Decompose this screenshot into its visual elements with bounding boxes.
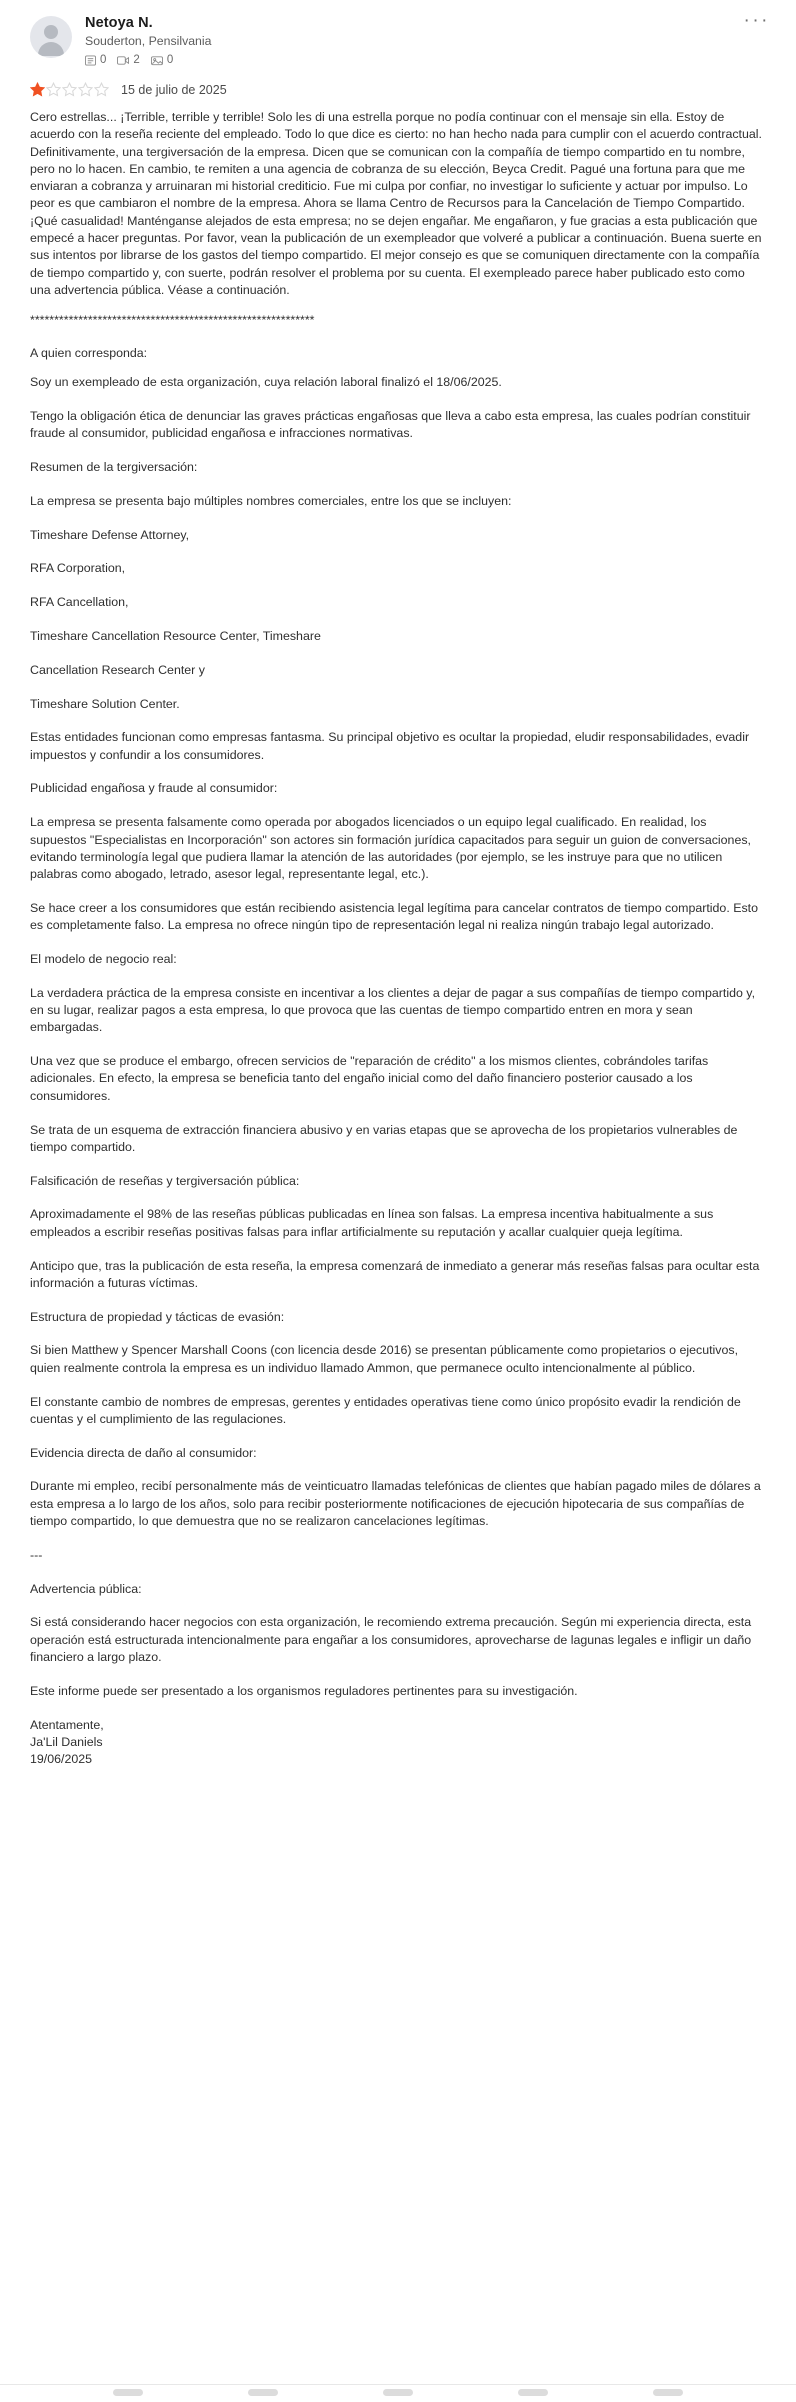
- review-paragraph: La empresa se presenta bajo múltiples nombres comerciales, entre los que se incluyen:: [30, 493, 512, 508]
- reviewer-location: Souderton, Pensilvania: [85, 34, 212, 48]
- stat-photos: [151, 54, 173, 66]
- review-paragraph: Si está considerando hacer negocios con esta organización, le recomiendo extrema precaución. Según mi experiencia directa, esta operación está estructurada intencionalmente para engañar a los consumidores, aprovecharse de lagunas legales e infligir un daño financiero a largo plazo.: [30, 1615, 752, 1665]
- reviewer-stats: [85, 54, 211, 66]
- video-icon: [117, 55, 129, 66]
- review-paragraph: Este informe puede ser presentado a los organismos reguladores pertinentes para su investigación.: [30, 1683, 578, 1698]
- stat-reviews-count: 0: [100, 54, 107, 66]
- review-paragraph: El modelo de negocio real:: [30, 952, 177, 966]
- review-paragraph: RFA Corporation,: [30, 561, 126, 576]
- nav-pill[interactable]: [653, 2389, 683, 2396]
- star-rating: [30, 82, 109, 97]
- review-paragraph: Falsificación de reseñas y tergiversación pública:: [30, 1173, 300, 1188]
- review-paragraph: ---: [30, 1547, 43, 1562]
- avatar-body-shape: [38, 42, 64, 56]
- avatar-head-shape: [44, 25, 58, 39]
- nav-pill[interactable]: [248, 2389, 278, 2396]
- star-5-empty-icon[interactable]: [94, 82, 109, 97]
- review-paragraph: Timeshare Solution Center.: [30, 696, 180, 711]
- review-paragraph: Durante mi empleo, recibí personalmente más de veinticuatro llamadas telefónicas de clientes que habían pagado miles de dólares a esta empresa a lo largo de los años, solo para recibir posteriormente notificaciones de ejecución hipotecaria de sus compañías de tiempo compartido, lo que demuestra que no se realizaron cancelaciones legítimas.: [30, 1479, 761, 1529]
- reviewer-name[interactable]: Netoya N.: [85, 15, 153, 31]
- signature-date: 19/06/2025: [30, 1752, 93, 1767]
- stat-reviews: [85, 54, 106, 66]
- review-paragraph: Una vez que se produce el embargo, ofrecen servicios de "reparación de crédito" a los mismos clientes, cobrándoles tarifas adicionales. En efecto, la empresa se beneficia tanto del engaño inicial como del daño financiero posterior causado a los consumidores.: [30, 1054, 709, 1103]
- review-paragraph: Evidencia directa de daño al consumidor:: [30, 1445, 257, 1460]
- review-paragraph: Soy un exempleado de esta organización, cuya relación laboral finalizó el 18/06/2025.: [30, 375, 502, 390]
- review-paragraph: Se hace creer a los consumidores que están recibiendo asistencia legal legítima para cancelar contratos de tiempo compartido. Esto es completamente falso. La empresa no ofrece ningún tipo de representación legal ni realiza ningún trabajo legal autorizado.: [30, 900, 759, 933]
- review-paragraph: La empresa se presenta falsamente como operada por abogados licenciados o un equipo legal cualificado. En realidad, los supuestos "Especialistas en Incorporación" son actores sin formación jurídica capacitados para seguir un guion de conversaciones, evitando terminología legal que pudiera llamar la atención de las autoridades (por ejemplo, se les instruye para que no utilicen palabras como abogado, letrado, asesor legal, representante legal, etc.).: [30, 815, 751, 882]
- review-paragraph: Cancellation Research Center y: [30, 662, 205, 677]
- stat-photos-count: 0: [166, 54, 174, 66]
- review-paragraph: Aproximadamente el 98% de las reseñas públicas publicadas en línea son falsas. La empresa incentiva habitualmente a sus empleados a escribir reseñas positivas falsas para inflar artificialmente su reputación y acallar cualquier queja legítima.: [30, 1207, 714, 1239]
- review-paragraph: Advertencia pública:: [30, 1581, 142, 1596]
- photo-icon: [151, 55, 163, 66]
- bottom-nav-bar: [0, 2384, 796, 2402]
- signature-name: Ja'Lil Daniels: [30, 1734, 103, 1749]
- star-1-filled-icon[interactable]: [30, 82, 45, 97]
- nav-pill[interactable]: [518, 2389, 548, 2396]
- review-paragraph: Si bien Matthew y Spencer Marshall Coons (con licencia desde 2016) se presentan públicamente como propietarios o ejecutivos, quien realmente controla la empresa es un individuo llamado Ammon, que permanece oculto intencionalmente al público.: [30, 1343, 739, 1375]
- review-paragraph: La verdadera práctica de la empresa consiste en incentivar a los clientes a dejar de pagar a sus compañías de tiempo compartido y, en su lugar, realizar pagos a esta empresa, lo que provoca que las cuentas de tiempo compartido entren en mora y sean embargadas.: [30, 985, 756, 1035]
- review-paragraph: Tengo la obligación ética de denunciar las graves prácticas engañosas que lleva a cabo esta empresa, las cuales podrían constituir fraude al consumidor, publicidad engañosa e infracciones normativas.: [30, 408, 751, 441]
- rating-row: [0, 66, 796, 97]
- review-paragraph: Timeshare Cancellation Resource Center, Timeshare: [30, 628, 321, 643]
- list-icon: [85, 55, 96, 66]
- review-paragraph: Resumen de la tergiversación:: [30, 459, 198, 474]
- review-paragraph: A quien corresponda:: [30, 345, 148, 360]
- avatar: [30, 16, 72, 58]
- review-date: 15 de julio de 2025: [121, 82, 227, 97]
- review-paragraph: El constante cambio de nombres de empresas, gerentes y entidades operativas tiene como único propósito evadir la rendición de cuentas y el cumplimiento de las regulaciones.: [30, 1394, 741, 1426]
- review-paragraph: RFA Cancellation,: [30, 595, 129, 610]
- reviewer-info: [85, 14, 211, 66]
- signature-block: [30, 1717, 766, 1769]
- review-header: [0, 0, 796, 66]
- review-paragraph: Cero estrellas... ¡Terrible, terrible y terrible! Solo les di una estrella porque no podía continuar con el mensaje sin ella. Estoy de acuerdo con la reseña reciente del empleado. Todo lo que dice es cierto: no han hecho nada para cumplir con el acuerdo contractual. Definitivamente, una tergiversación de la empresa. Dicen que se comunican con la compañía de tiempo compartido en tu nombre, pero no lo hacen. En cambio, te remiten a una agencia de cobranza de su elección, Beyca Credit. Pagué una fortuna para que me enviaran a cobranza y arruinaran mi historial crediticio. Fue mi culpa por confiar, no investigar lo suficiente y actuar por impulso. Lo peor es que cambiaron el nombre de la empresa. Ahora se llama Centro de Recursos para la Cancelación de Tiempo Compartido. ¡Qué casualidad! Manténganse alejados de esta empresa; no se dejen engañar. Me engañaron, y fue gracias a esta publicación que empecé a hacer preguntas. Por favor, vean la publicación de un exempleador que volveré a publicar a continuación. Buena suerte en sus intentos por librarse de los gastos del tiempo compartido. El mejor consejo es que se comuniquen directamente con la compañía de tiempo compartido y, con suerte, podrán resolver el problema por su cuenta. El exempleado parece haber publicado esto como una advertencia pública. Véase a continuación.: [30, 110, 762, 297]
- review-paragraph: Anticipo que, tras la publicación de esta reseña, la empresa comenzará de inmediato a generar más reseñas falsas para ocultar esta información a futuras víctimas.: [30, 1258, 760, 1290]
- review-paragraph: Se trata de un esquema de extracción financiera abusivo y en varias etapas que se aprovecha de los propietarios vulnerables de tiempo compartido.: [30, 1122, 738, 1154]
- review-paragraph: Estas entidades funcionan como empresas fantasma. Su principal objetivo es ocultar la propiedad, eludir responsabilidades, evadir impuestos y confundir a los consumidores.: [30, 730, 750, 762]
- review-paragraph: Estructura de propiedad y tácticas de evasión:: [30, 1309, 285, 1324]
- stat-videos-count: 2: [133, 54, 140, 66]
- nav-pill[interactable]: [113, 2389, 143, 2396]
- review-body: [0, 97, 796, 1769]
- nav-pill[interactable]: [383, 2389, 413, 2396]
- more-options-button[interactable]: ···: [743, 10, 770, 31]
- signature-closing: Atentamente,: [30, 1717, 104, 1732]
- star-3-empty-icon[interactable]: [62, 82, 77, 97]
- star-4-empty-icon[interactable]: [78, 82, 93, 97]
- review-paragraph: Publicidad engañosa y fraude al consumidor:: [30, 781, 278, 796]
- stat-videos: [117, 54, 139, 66]
- review-paragraph: Timeshare Defense Attorney,: [30, 527, 190, 542]
- separator-asterisks: ***********************************************************: [30, 313, 315, 328]
- star-2-empty-icon[interactable]: [46, 82, 61, 97]
